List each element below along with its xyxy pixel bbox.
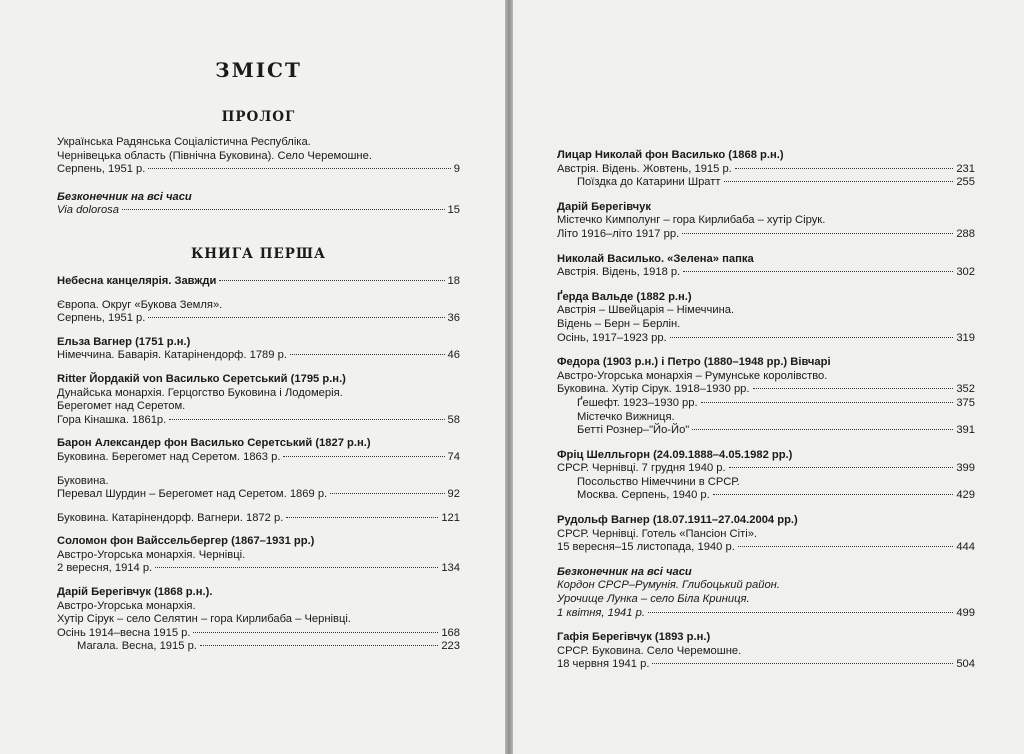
dot-leader: [648, 612, 953, 613]
toc-entry: [557, 566, 975, 620]
entry-leader: [557, 176, 975, 190]
entry-leader: [557, 332, 975, 346]
entry-leader-text: Осінь, 1917–1923 рр.: [557, 331, 667, 344]
entry-line: СРСР. Буковина. Село Черемошне.: [557, 644, 742, 657]
entry-leader: [57, 627, 460, 641]
dot-leader: [286, 517, 438, 518]
toc-entry: [557, 631, 975, 672]
entry-leader: [57, 312, 460, 326]
dot-leader: [652, 663, 953, 664]
entry-leader: [557, 383, 975, 397]
dot-leader: [290, 354, 445, 355]
entry-line: Відень – Берн – Берлін.: [557, 317, 681, 330]
entry-line: Австро-Угорська монархія – Румунське королівство.: [557, 369, 828, 382]
entry-leader-text: Буковина. Берегомет над Серетом. 1863 р.: [57, 450, 281, 463]
dot-leader: [200, 645, 438, 646]
right-page: [513, 0, 1024, 754]
entry-leader-text: 2 вересня, 1914 р.: [57, 562, 153, 575]
entry-line: Австро-Угорська монархія.: [57, 599, 196, 612]
entry-line: СРСР. Чернівці. Готель «Пансіон Сіті».: [557, 527, 758, 540]
entry-leader-text: 1 квітня, 1941 р.: [557, 606, 645, 619]
entry-line: Містечко Вижниця.: [577, 410, 675, 423]
book-heading: КНИГА ПЕРША: [190, 245, 327, 262]
dot-leader: [683, 271, 953, 272]
entry-line: Австрія – Швейцарія – Німеччина.: [557, 304, 735, 317]
entry-line: Чернівецька область (Північна Буковина). Село Черемошне.: [57, 149, 372, 162]
entry-leader-text: Гора Кінашка. 1861р.: [57, 413, 167, 426]
dot-leader: [193, 632, 438, 633]
toc-entry: [57, 437, 460, 464]
page-number: 499: [956, 606, 975, 619]
dot-leader: [169, 419, 444, 420]
dot-leader: [713, 494, 954, 495]
page-number: 121: [441, 511, 460, 524]
page-number: 36: [447, 312, 460, 325]
page-number: 92: [447, 488, 460, 501]
entry-leader: [557, 489, 975, 503]
page-number: 288: [956, 227, 975, 240]
dot-leader: [148, 168, 450, 169]
page-number: 399: [956, 462, 975, 475]
toc-entry: [557, 449, 975, 503]
dot-leader: [692, 429, 953, 430]
page-number: 255: [956, 176, 975, 189]
dot-leader: [753, 388, 954, 389]
toc-entry: [57, 535, 460, 576]
entry-leader-text: Москва. Серпень, 1940 р.: [577, 489, 710, 502]
dot-leader: [283, 456, 444, 457]
toc-entry: [557, 514, 975, 555]
entry-line: Урочище Лунка – село Біла Криниця.: [557, 593, 750, 606]
entry-title: Безконечник на всі часи: [57, 190, 192, 203]
entry-title: Николай Василько. «Зелена» папка: [557, 252, 754, 265]
toc-entry: [557, 201, 975, 242]
toc-left: [57, 58, 460, 664]
toc-entry: [57, 136, 460, 177]
entry-leader: [557, 541, 975, 555]
entry-leader-text: Буковина. Хутір Сірук. 1918–1930 рр.: [557, 383, 750, 396]
entry-leader: [57, 349, 460, 363]
page-number: 231: [956, 162, 975, 175]
entry-line: Європа. Округ «Букова Земля».: [57, 298, 223, 311]
page-number: 74: [447, 450, 460, 463]
toc-entry: [57, 336, 460, 363]
entry-line: Українська Радянська Соціалістична Республіка.: [57, 136, 311, 148]
prolog-heading: ПРОЛОГ: [221, 109, 296, 125]
toc-entry: [57, 586, 460, 654]
page-number: 352: [956, 383, 975, 396]
page-number: 58: [447, 413, 460, 426]
entry-title: Фріц Шелльгорн (24.09.1888–4.05.1982 рр.): [557, 448, 793, 461]
entry-leader: [557, 424, 975, 438]
entry-leader: [57, 488, 460, 502]
entry-title: Гафія Берегівчук (1893 р.н.): [557, 631, 711, 644]
right-entry-list: [557, 149, 975, 672]
page-number: 223: [441, 640, 460, 653]
toc-entry: [57, 275, 460, 289]
entry-leader: [57, 640, 460, 654]
page-number: 429: [956, 489, 975, 502]
toc-right: [557, 149, 975, 683]
dot-leader: [738, 546, 954, 547]
entry-leader: [557, 607, 975, 621]
entry-title-leader-text: Небесна канцелярія. Завжди: [57, 274, 217, 287]
dot-leader: [729, 467, 954, 468]
page-number: 15: [447, 204, 460, 217]
dot-leader: [219, 280, 444, 281]
entry-leader: [557, 658, 975, 672]
entry-title: Рудольф Вагнер (18.07.1911–27.04.2004 рр.): [557, 514, 798, 527]
page-number: 391: [956, 424, 975, 437]
entry-line: Містечко Кимполунг – гора Кирлибаба – хутір Сірук.: [557, 214, 826, 227]
entry-title: Барон Александер фон Василько Серетський (1827 р.н.): [57, 437, 371, 450]
dot-leader: [330, 493, 444, 494]
toc-entry: [557, 149, 975, 190]
entry-title: Безконечник на всі часи: [557, 565, 692, 578]
dot-leader: [148, 317, 444, 318]
entry-line: Посольство Німеччини в СРСР.: [577, 475, 740, 488]
entry-leader: [57, 414, 460, 428]
dot-leader: [735, 168, 954, 169]
page-number: 302: [956, 266, 975, 279]
entry-line: Берегомет над Серетом.: [57, 400, 186, 413]
entry-leader-text: Буковина. Катарінендорф. Вагнери. 1872 р.: [57, 511, 284, 524]
entry-leader-text: Ґешефт. 1923–1930 рр.: [577, 396, 698, 409]
entry-title: Дарій Берегівчук: [557, 200, 651, 213]
entry-title: Ritter Йордакій von Василько Серетський (1795 р.н.): [57, 372, 346, 385]
dot-leader: [122, 209, 445, 210]
book-gutter: [505, 0, 513, 754]
entry-title: Дарій Берегівчук (1868 р.н.).: [57, 586, 213, 599]
entry-leader: [57, 512, 460, 526]
entry-title: Ґерда Вальде (1882 р.н.): [557, 290, 692, 303]
entry-leader-text: 15 вересня–15 листопада, 1940 р.: [557, 541, 735, 554]
entry-leader: [557, 163, 975, 177]
toc-heading: ЗМІСТ: [215, 58, 302, 82]
entry-title-leader: [57, 275, 460, 289]
entry-line: Кордон СРСР–Румунія. Глибоцький район.: [557, 579, 780, 592]
entry-leader-text: Поїздка до Катарини Шратт: [577, 176, 721, 189]
entry-leader-text: Via dolorosa: [57, 204, 119, 217]
dot-leader: [682, 233, 953, 234]
toc-entry: [557, 356, 975, 438]
page-number: 375: [956, 396, 975, 409]
toc-entry: [57, 299, 460, 326]
page-number: 9: [453, 163, 460, 176]
toc-entry: [57, 475, 460, 502]
page-number: 168: [441, 626, 460, 639]
entry-leader-text: Австрія. Відень. Жовтень, 1915 р.: [557, 162, 732, 175]
entry-leader-text: Магала. Весна, 1915 р.: [77, 640, 197, 653]
entry-leader-text: Серпень, 1951 р.: [57, 163, 146, 176]
entry-line: Буковина.: [57, 474, 109, 487]
page-number: 504: [956, 658, 975, 671]
page-number: 444: [956, 541, 975, 554]
toc-entry: [57, 191, 460, 218]
prolog-list: [57, 136, 460, 218]
page-number: 46: [447, 349, 460, 362]
entry-leader: [57, 204, 460, 218]
left-entry-list: [57, 275, 460, 654]
toc-entry: [557, 291, 975, 345]
entry-line: Австро-Угорська монархія. Чернівці.: [57, 548, 246, 561]
entry-title: Лицар Николай фон Василько (1868 р.н.): [557, 149, 784, 161]
page-number: 18: [447, 274, 460, 287]
toc-entry: [57, 512, 460, 526]
entry-leader-text: Німеччина. Баварія. Катарінендорф. 1789 р.: [57, 349, 287, 362]
entry-title: Ельза Вагнер (1751 р.н.): [57, 335, 191, 348]
entry-leader: [557, 266, 975, 280]
page-number: 319: [956, 331, 975, 344]
entry-leader-text: Бетті Рознер–"Йо-Йо": [577, 424, 690, 437]
entry-title: Федора (1903 р.н.) і Петро (1880–1948 рр.) Вівчарі: [557, 356, 831, 369]
entry-leader-text: Австрія. Відень, 1918 р.: [557, 266, 681, 279]
entry-leader: [557, 462, 975, 476]
entry-leader-text: Літо 1916–літо 1917 рр.: [557, 227, 680, 240]
entry-leader: [557, 228, 975, 242]
entry-leader: [57, 451, 460, 465]
dot-leader: [155, 567, 438, 568]
toc-entry: [557, 253, 975, 280]
entry-leader-text: Серпень, 1951 р.: [57, 312, 146, 325]
page-number: 134: [441, 562, 460, 575]
entry-leader: [57, 562, 460, 576]
dot-leader: [701, 402, 954, 403]
toc-entry: [57, 373, 460, 427]
entry-line: Хутір Сірук – село Селятин – гора Кирлибаба – Чернівці.: [57, 613, 351, 626]
entry-leader-text: Осінь 1914–весна 1915 р.: [57, 626, 191, 639]
entry-title: Соломон фон Вайссельбергер (1867–1931 рр.): [57, 535, 315, 548]
entry-leader-text: Перевал Шурдин – Берегомет над Серетом. 1869 р.: [57, 488, 328, 501]
entry-line: Дунайська монархія. Герцогство Буковина і Лодомерія.: [57, 386, 343, 399]
entry-leader: [557, 397, 975, 411]
entry-leader-text: СРСР. Чернівці. 7 грудня 1940 р.: [557, 462, 726, 475]
entry-leader: [57, 163, 460, 177]
dot-leader: [724, 181, 954, 182]
left-page: [0, 0, 505, 754]
entry-leader-text: 18 червня 1941 р.: [557, 658, 650, 671]
dot-leader: [670, 337, 954, 338]
